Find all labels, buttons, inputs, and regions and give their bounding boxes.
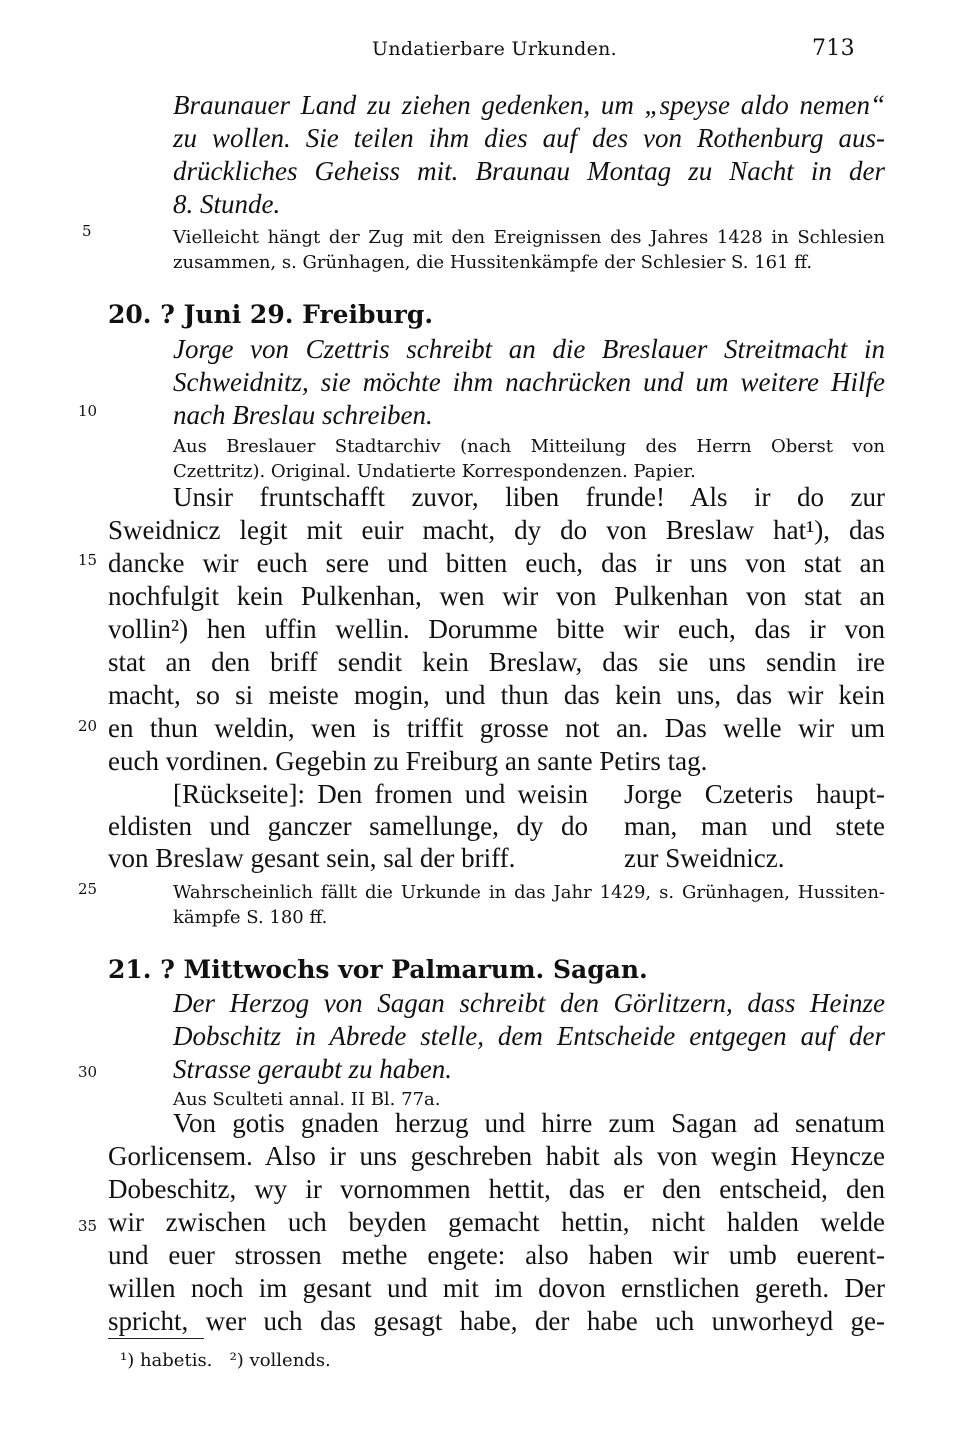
address-left-line: von Breslaw gesant sein, sal der briff. (108, 843, 516, 873)
intro-line: Braunauer Land zu ziehen gedenken, um „speyse aldo nemen“ (173, 90, 885, 120)
summary-line: Schweidnitz, sie möchte ihm nachrücken und um weitere Hilfe (173, 367, 885, 397)
address-left-line: [Rückseite]: Den fromen und weisin (173, 779, 588, 809)
text-line: spricht, wer uch das gesagt habe, der habe uch unworheyd ge- (108, 1306, 885, 1336)
text-line: vollin²) hen uffin wellin. Dorumme bitte wir euch, das ir von (108, 614, 885, 644)
text-line: stat an den briff sendit kein Breslaw, das sie uns sendin ire (108, 647, 885, 677)
dating-note: Wahrscheinlich fällt die Urkunde in das Jahr 1429, s. Grünhagen, Hussiten- (173, 882, 885, 903)
line-number: 25 (78, 880, 98, 898)
footnotes: ¹) habetis. ²) vollends. (120, 1350, 331, 1371)
source-note: Czettritz). Original. Undatierte Korrespondenzen. Papier. (173, 461, 696, 482)
summary-line: Strasse geraubt zu haben. (173, 1054, 452, 1084)
text-line: willen noch im gesant und mit im dovon ernstlichen gereth. Der (108, 1273, 885, 1303)
address-right-line: man, man und stete (624, 811, 885, 841)
line-number: 10 (78, 402, 98, 420)
summary-line: Der Herzog von Sagan schreibt den Görlitzern, dass Heinze (173, 988, 885, 1018)
document-heading: 21. ? Mittwochs vor Palmarum. Sagan. (108, 955, 648, 984)
line-number: 20 (78, 717, 98, 735)
address-right-line: Jorge Czeteris haupt- (624, 779, 885, 809)
dating-note: kämpfe S. 180 ff. (173, 907, 328, 928)
summary-line: Jorge von Czettris schreibt an die Breslauer Streitmacht in (173, 334, 885, 364)
text-line: Unsir fruntschafft zuvor, liben frunde! Als ir do zur (173, 482, 885, 512)
line-number: 35 (78, 1217, 98, 1235)
document-heading: 20. ? Juni 29. Freiburg. (108, 300, 434, 329)
text-line: euch vordinen. Gegebin zu Freiburg an sante Petirs tag. (108, 746, 708, 776)
line-number: 5 (82, 222, 92, 240)
running-title: Undatierbare Urkunden. (372, 38, 617, 60)
text-line: Dobeschitz, wy ir vornommen hettit, das er den entscheid, den (108, 1174, 885, 1204)
footnote-rule (108, 1338, 204, 1339)
address-right (624, 779, 885, 874)
intro-line: 8. Stunde. (173, 189, 281, 219)
intro-note: Vielleicht hängt der Zug mit den Ereignissen des Jahres 1428 in Schlesien (173, 227, 885, 248)
line-number: 30 (78, 1063, 98, 1081)
summary-line: Dobschitz in Abrede stelle, dem Entscheide entgegen auf der (173, 1021, 885, 1051)
text-line: wir zwischen uch beyden gemacht hettin, nicht halden welde (108, 1207, 885, 1237)
line-number: 15 (78, 551, 98, 569)
text-line: Von gotis gnaden herzug und hirre zum Sagan ad senatum (173, 1108, 885, 1138)
intro-line: drückliches Geheiss mit. Braunau Montag zu Nacht in der (173, 156, 885, 186)
summary-line: nach Breslau schreiben. (173, 400, 433, 430)
text-line: nochfulgit kein Pulkenhan, wen wir von Pulkenhan von stat an (108, 581, 885, 611)
text-line: macht, so si meiste mogin, und thun das kein uns, das wir kein (108, 680, 885, 710)
address-left-line: eldisten und ganczer samellunge, dy do (108, 811, 588, 841)
text-line: und euer strossen methe engete: also haben wir umb euerent- (108, 1240, 885, 1270)
text-line: Sweidnicz legit mit euir macht, dy do von Breslaw hat¹), das (108, 515, 885, 545)
text-line: Gorlicensem. Also ir uns geschreben habit als von wegin Heyncze (108, 1141, 885, 1171)
intro-note: zusammen, s. Grünhagen, die Hussitenkämpfe der Schlesier S. 161 ff. (173, 252, 813, 273)
text-line: dancke wir euch sere und bitten euch, das ir uns von stat an (108, 548, 885, 578)
source-note: Aus Sculteti annal. II Bl. 77a. (173, 1089, 441, 1110)
page-number: 713 (812, 36, 855, 61)
address-right-line: zur Sweidnicz. (624, 843, 785, 873)
address-left (108, 779, 588, 874)
text-line: en thun weldin, wen is triffit grosse not an. Das welle wir um (108, 713, 885, 743)
intro-line: zu wollen. Sie teilen ihm dies auf des von Rothenburg aus- (173, 123, 885, 153)
source-note: Aus Breslauer Stadtarchiv (nach Mitteilung des Herrn Oberst von (173, 436, 885, 457)
